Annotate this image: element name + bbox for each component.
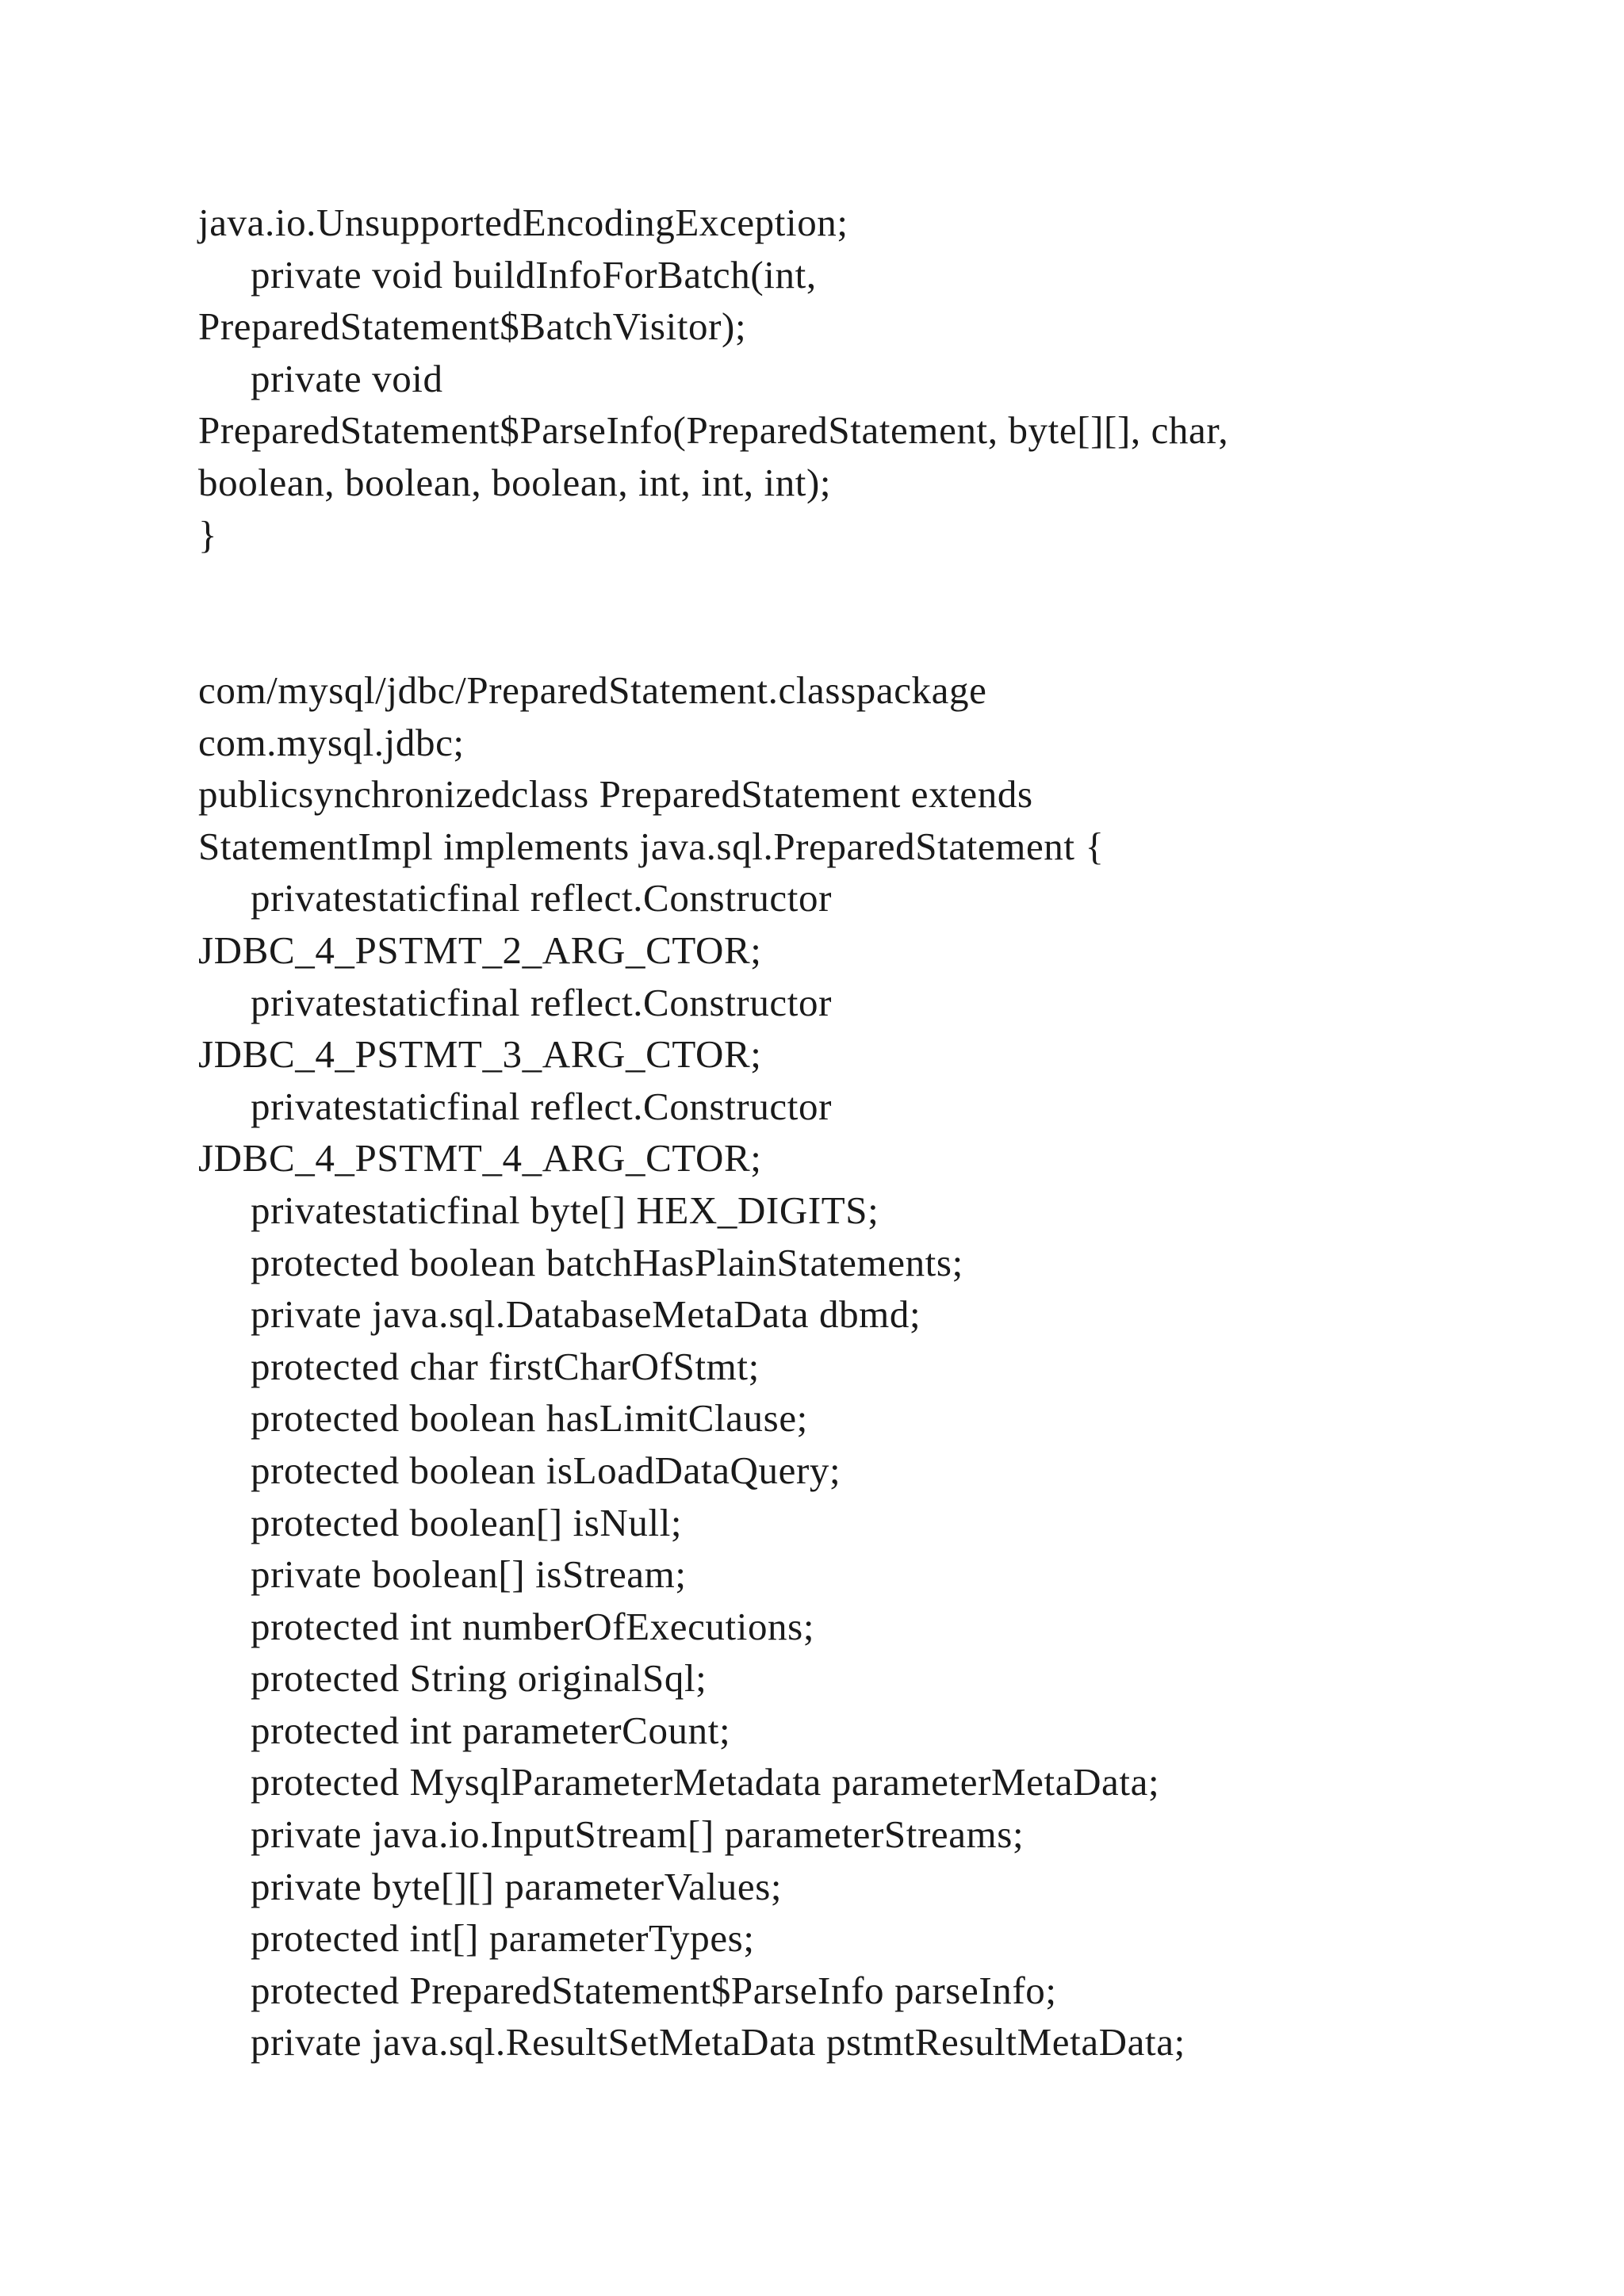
code-block-prepared-statement-class [198, 664, 1594, 2068]
code-line: com/mysql/jdbc/PreparedStatement.classpackage [198, 668, 987, 712]
code-line: privatestaticfinal reflect.Constructor [251, 876, 833, 920]
code-line: protected PreparedStatement$ParseInfo parseInfo; [251, 1968, 1057, 2012]
code-line: boolean, boolean, boolean, int, int, int); [198, 460, 832, 504]
code-line: protected boolean batchHasPlainStatements; [251, 1240, 963, 1284]
code-line: protected int numberOfExecutions; [251, 1604, 815, 1648]
code-line: privatestaticfinal reflect.Constructor [251, 1084, 833, 1128]
code-line: protected boolean isLoadDataQuery; [251, 1448, 841, 1492]
code-line: PreparedStatement$BatchVisitor); [198, 304, 747, 349]
code-line: protected MysqlParameterMetadata parameterMetaData; [251, 1760, 1160, 1804]
code-line: private boolean[] isStream; [251, 1552, 687, 1597]
code-line: StatementImpl implements java.sql.PreparedStatement { [198, 824, 1105, 868]
code-line: JDBC_4_PSTMT_3_ARG_CTOR; [198, 1032, 762, 1077]
code-line: private java.io.InputStream[] parameterStreams; [251, 1812, 1025, 1857]
code-line: protected int parameterCount; [251, 1708, 731, 1752]
code-line: JDBC_4_PSTMT_2_ARG_CTOR; [198, 928, 762, 972]
code-line: private java.sql.DatabaseMetaData dbmd; [251, 1292, 921, 1337]
code-line: private java.sql.ResultSetMetaData pstmtResultMetaData; [251, 2020, 1185, 2064]
code-line: protected boolean hasLimitClause; [251, 1396, 808, 1441]
code-line: protected String originalSql; [251, 1656, 707, 1701]
code-line: privatestaticfinal byte[] HEX_DIGITS; [251, 1188, 879, 1232]
code-line: private void buildInfoForBatch(int, [251, 252, 817, 297]
code-block-parse-info-end [198, 197, 1594, 561]
code-line: protected char firstCharOfStmt; [251, 1344, 760, 1388]
code-line: private byte[][] parameterValues; [251, 1864, 783, 1908]
code-line: publicsynchronizedclass PreparedStatement extends [198, 772, 1033, 817]
code-line: com.mysql.jdbc; [198, 720, 465, 764]
code-line: JDBC_4_PSTMT_4_ARG_CTOR; [198, 1136, 762, 1181]
code-line: private void [251, 356, 443, 400]
code-line: protected boolean[] isNull; [251, 1500, 683, 1544]
code-line: java.io.UnsupportedEncodingException; [198, 201, 848, 244]
code-line: protected int[] parameterTypes; [251, 1916, 755, 1961]
code-line: PreparedStatement$ParseInfo(PreparedStatement, byte[][], char, [198, 408, 1229, 453]
code-line: privatestaticfinal reflect.Constructor [251, 980, 833, 1024]
code-line: } [198, 512, 218, 557]
